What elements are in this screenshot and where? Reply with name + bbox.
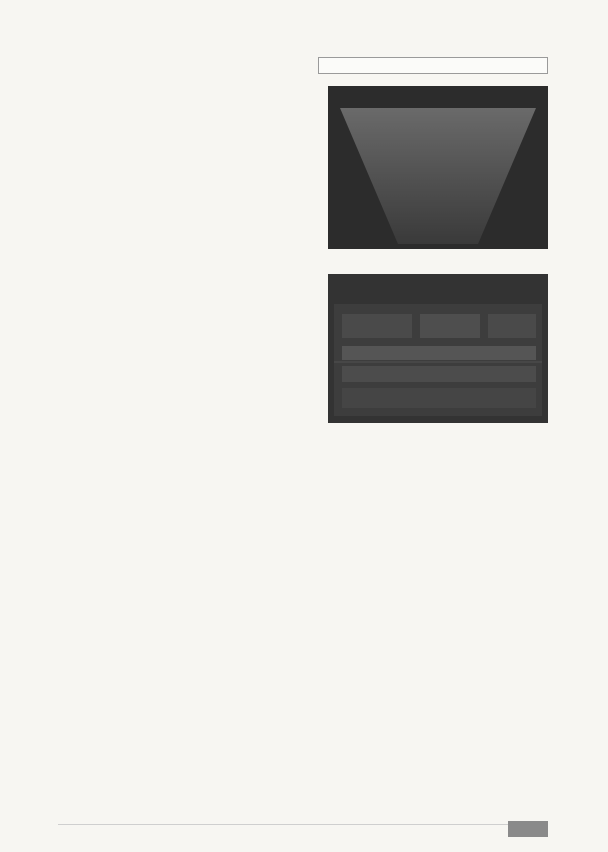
running-header <box>318 57 548 74</box>
section-rezeptoren <box>58 464 320 465</box>
receptor-band <box>342 366 536 382</box>
receptor-diagram <box>328 274 548 423</box>
figure-2-receptors <box>328 274 548 423</box>
figure-1-brain-levels <box>328 86 548 249</box>
synapse-block <box>420 314 480 338</box>
funnel-shape <box>340 108 536 244</box>
synapse-block <box>342 314 412 338</box>
page-number <box>508 821 548 837</box>
transmitter-band <box>342 388 536 408</box>
membrane-band <box>342 346 536 360</box>
body-text-right-bottom <box>328 454 548 464</box>
funnel-diagram <box>328 86 548 249</box>
spacer <box>328 454 548 463</box>
synapse-block <box>488 314 536 338</box>
footer-rule <box>58 824 548 825</box>
